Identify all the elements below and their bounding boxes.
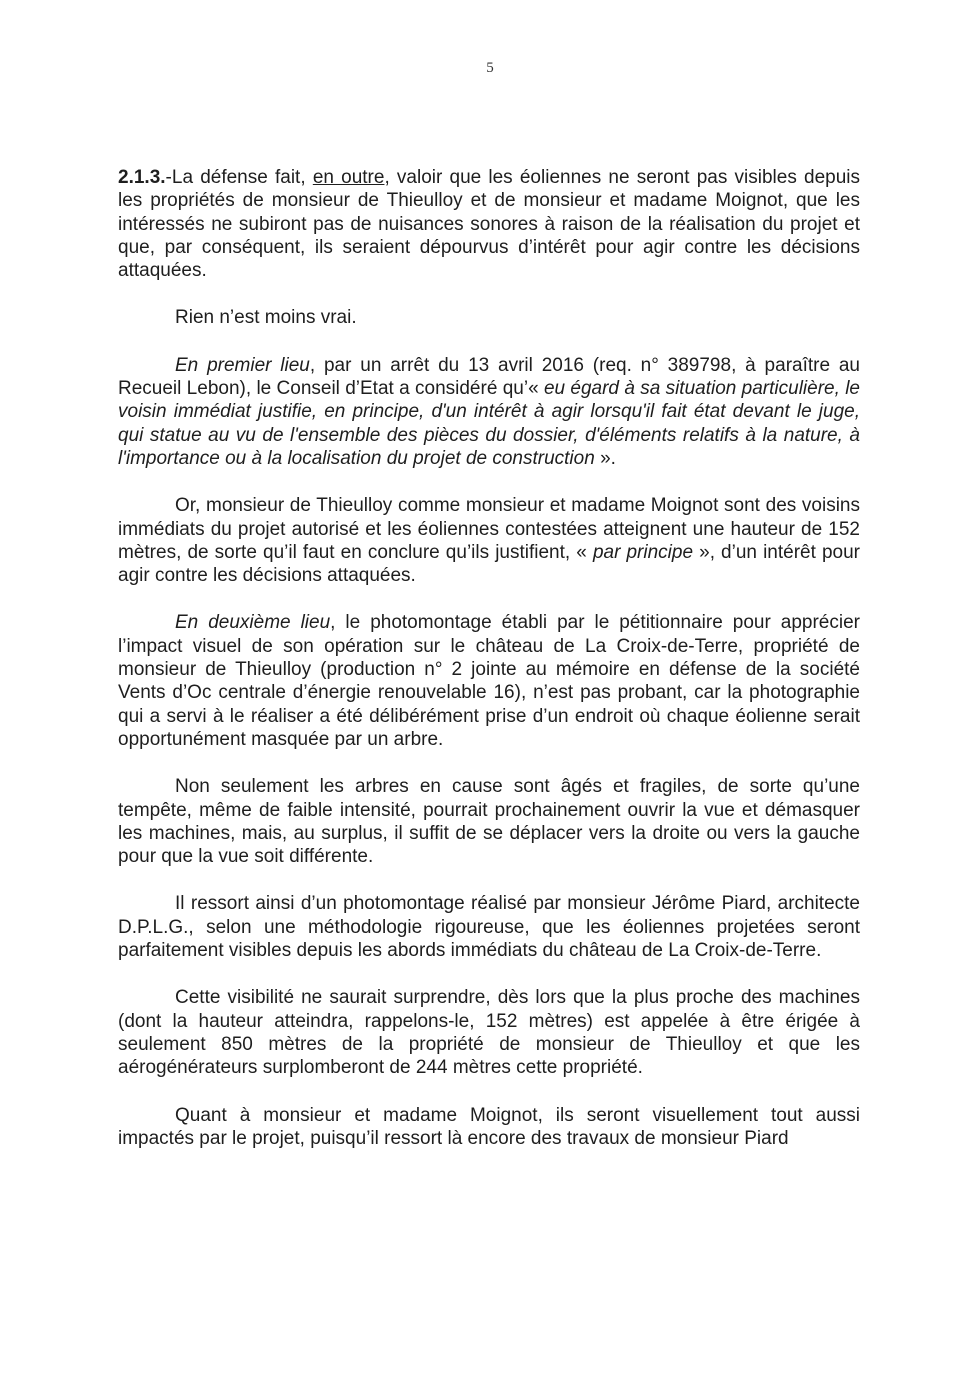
paragraph-or-voisins	[118, 494, 860, 587]
paragraph-text: Quant à monsieur et madame Moignot, ils seront visuellement tout aussi impactés par le projet, puisqu’il ressort là encore des travaux de monsieur Piard	[118, 1104, 860, 1149]
paragraph-text: , par un arrêt du 13 avril 2016 (req. n° 389798, à paraître au Recueil Lebon), le Conseil d’Etat a considéré qu’«	[118, 354, 860, 400]
paragraph-visibilite	[118, 986, 860, 1079]
paragraph-arbres	[118, 775, 860, 868]
section-number: 2.1.3.	[118, 167, 166, 188]
paragraph-text: Il ressort ainsi d’un photomontage réalisé par monsieur Jérôme Piard, architecte D.P.L.G., selon une méthodologie rigoureuse, que les éoliennes projetées seront parfaitement visibles depuis les abords immédiats du château de La Croix-de-Terre.	[118, 893, 860, 962]
document-body	[118, 166, 860, 1174]
page-number: 5	[486, 60, 494, 76]
italic-lead: En premier lieu	[175, 354, 310, 376]
paragraph-photomontage-piard	[118, 892, 860, 962]
underlined-phrase: en outre	[312, 167, 385, 188]
paragraph-text: Or, monsieur de Thieulloy comme monsieur et madame Moignot sont des voisins immédiats du projet autorisé et les éoliennes contestées atteignent une hauteur de 152 mètres, de sorte qu’il faut en conclure qu’ils justifient, «	[118, 495, 860, 563]
paragraph-moignot	[118, 1104, 860, 1151]
italic-phrase: par principe	[592, 541, 694, 563]
paragraph-2-1-3	[118, 166, 860, 282]
paragraph-text: », d’un intérêt pour agir contre les décisions attaquées.	[118, 541, 861, 587]
paragraph-text: Cette visibilité ne saurait surprendre, dès lors que la plus proche des machines (dont la hauteur atteindra, rappelons-le, 152 mètres) est appelée à être érigée à seulement 850 mètres de la propriété de monsieur de Thieulloy et que les aérogénérateurs surplomberont de 244 mètres cette propriété.	[118, 987, 860, 1079]
paragraph-text: -La défense fait,	[165, 167, 313, 188]
quotation: eu égard à sa situation particulière, le voisin immédiat justifie, en principe, d'un intérêt à agir lorsqu'il fait état devant le juge, qui statue au vu de l'ensemble des pièces du dossier, d'éléments relatifs à la nature, à l'importance ou à la localisation du projet de construction	[118, 378, 860, 469]
paragraph-text: , valoir que les éoliennes ne seront pas visibles depuis les propriétés de monsieur de Thieulloy et de monsieur et madame Moignot, que les intéressés ne subiront pas de nuisances sonores à raison de la réalisation du projet et que, par conséquent, ils seraient dépourvus d’intérêt pour agir contre les décisions attaquées.	[118, 167, 860, 282]
paragraph-text: , le photomontage établi par le pétitionnaire pour apprécier l’impact visuel de son opération sur le château de La Croix-de-Terre, propriété de monsieur de Thieulloy (production n° 2 jointe au mémoire en défense de la société Vents d’Oc centrale d’énergie renouvelable 16), n’est pas probant, car la photographie qui a servi à le réaliser a été délibérément prise d’un endroit où chaque éolienne serait opportunément masquée par un arbre.	[118, 612, 860, 750]
paragraph-text: ».	[594, 447, 616, 469]
paragraph-text: Rien n’est moins vrai.	[175, 307, 357, 329]
paragraph-rien-nest-moins-vrai	[118, 306, 860, 329]
paragraph-deuxieme-lieu	[118, 611, 860, 751]
paragraph-premier-lieu	[118, 354, 860, 470]
italic-lead: En deuxième lieu	[175, 612, 331, 634]
paragraph-text: Non seulement les arbres en cause sont âgés et fragiles, de sorte qu’une tempête, même de faible intensité, pourrait prochainement ouvrir la vue et démasquer les machines, mais, au surplus, il suffit de se déplacer vers la droite ou vers la gauche pour que la vue soit différente.	[118, 776, 860, 868]
